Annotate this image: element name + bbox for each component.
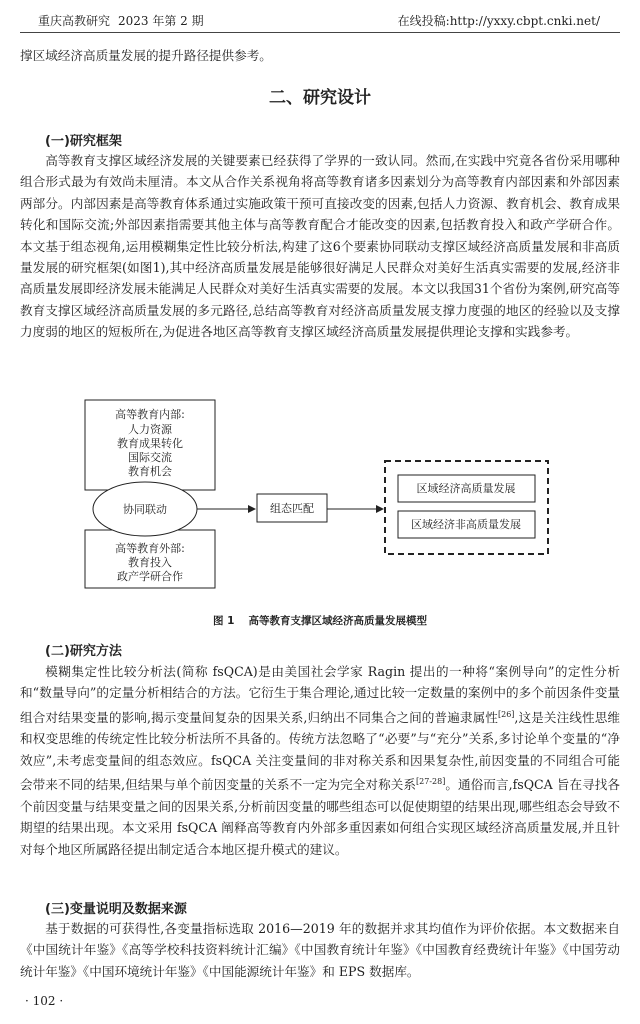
internal-factors-title: 高等教育内部: bbox=[115, 408, 185, 421]
external-factors-title: 高等教育外部: bbox=[115, 542, 185, 555]
figure-caption-number: 图 1 bbox=[213, 615, 235, 627]
citation-ref: [27-28] bbox=[416, 777, 446, 787]
outcome-nonhigh-label: 区域经济非高质量发展 bbox=[411, 518, 521, 531]
section-title: 二、研究设计 bbox=[269, 88, 371, 108]
subsection-method-title: (二)研究方法 bbox=[45, 644, 122, 659]
config-match-label: 组态匹配 bbox=[270, 502, 314, 515]
subsection-framework-title: (一)研究框架 bbox=[45, 134, 122, 149]
outcome-high-label: 区域经济高质量发展 bbox=[416, 482, 516, 495]
external-item: 政产学研合作 bbox=[117, 570, 183, 583]
lead-text: 撑区域经济高质量发展的提升路径提供参考。 bbox=[20, 48, 272, 63]
subsection-data-title: (三)变量说明及数据来源 bbox=[45, 902, 187, 917]
internal-item: 教育成果转化 bbox=[117, 437, 183, 450]
internal-item: 国际交流 bbox=[128, 451, 172, 464]
internal-item: 人力资源 bbox=[128, 423, 172, 436]
figure-caption-text: 高等教育支撑区域经济高质量发展模型 bbox=[248, 615, 427, 627]
submission-url: 在线投稿:http://yxxy.cbpt.cnki.net/ bbox=[397, 14, 600, 28]
figure-caption bbox=[0, 613, 640, 628]
external-item: 教育投入 bbox=[128, 556, 172, 569]
paragraph-data: 基于数据的可获得性,各变量指标选取 2016—2019 年的数据并求其均值作为评价依据。本文数据来自《中国统计年鉴》《高等学校科技资料统计汇编》《中国教育统计年鉴》《中国教育经费统计年鉴》《中国劳动统计年鉴》《中国环境统计年鉴》《中国能源统计年鉴》和 EPS 数据库。 bbox=[20, 921, 620, 979]
synergy-label: 协同联动 bbox=[123, 503, 167, 516]
internal-item: 教育机会 bbox=[128, 465, 172, 478]
paragraph-framework: 高等教育支撑区域经济发展的关键要素已经获得了学界的一致认同。然而,在实践中究竟各省份采用哪种组合形式最为有效尚未厘清。本文从合作关系视角将高等教育诸多因素划分为高等教育内部因素和外部因素两部分。内部因素是高等教育体系通过实施政策干预可直接改变的因素,包括人力资源、教育机会、教育成果转化和国际交流;外部因素指需要其他主体与高等教育配合才能改变的因素,包括教育投入和政产学研合作。本文基于组态视角,运用模糊集定性比较分析法,构建了这6个要素协同联动支撑区域经济高质量发展和非高质量发展的研究框架(如图1),其中经济高质量发展是能够很好满足人民群众对美好生活真实需要的发展,经济非高质量发展即经济发展未能满足人民群众对美好生活真实需要的发展。本文以我国31个省份为案例,研究高等教育支撑区域经济高质量发展的多元路径,总结高等教育对经济高质量发展支撑力度强的地区的经验以及支撑力度弱的地区的短板所在,为促进各地区高等教育支撑区域经济高质量发展提供理论支撑和实践参考。 bbox=[20, 153, 620, 340]
journal-title: 重庆高教研究 2023 年第 2 期 bbox=[38, 14, 204, 28]
journal-issue: 2023 年第 2 期 bbox=[118, 14, 204, 28]
page-number: · 102 · bbox=[25, 994, 64, 1008]
citation-ref: [26] bbox=[497, 709, 515, 719]
paragraph-method: 模糊集定性比较分析法(简称 fsQCA)是由美国社会学家 Ragin 提出的一种将“案例导向”的定性分析和“数量导向”的定量分析相结合的方法。它衍生于集合理论,通过比较一定数量的案例中的多个前因条件变量组合对结果变量的影响,揭示变量间复杂的因果关系,归纳出不同集合之间的普遍隶属性[26],这是关注线性思维和权变思维的传统定性比较分析法所不具备的。传统方法忽略了“必要”与“充分”关系,多讨论单个变量的“净效应”,未考虑变量间的组态效应。fsQCA 关注变量间的非对称关系和因果复杂性,前因变量的不同组合可能会带来不同的结果,但结果与单个前因变量的关系不一定为完全对称关系[27-28]。通俗而言,fsQCA 旨在寻找各个前因变量与结果变量之间的因果关系,分析前因变量的哪些组态可以促使期望的结果出现,哪些组态会导致不期望的结果出现。本文采用 fsQCA 阐释高等教育内外部多重因素如何组合实现区域经济高质量发展,并且针对每个地区所属路径提出制定适合本地区提升模式的建议。 bbox=[20, 664, 620, 857]
